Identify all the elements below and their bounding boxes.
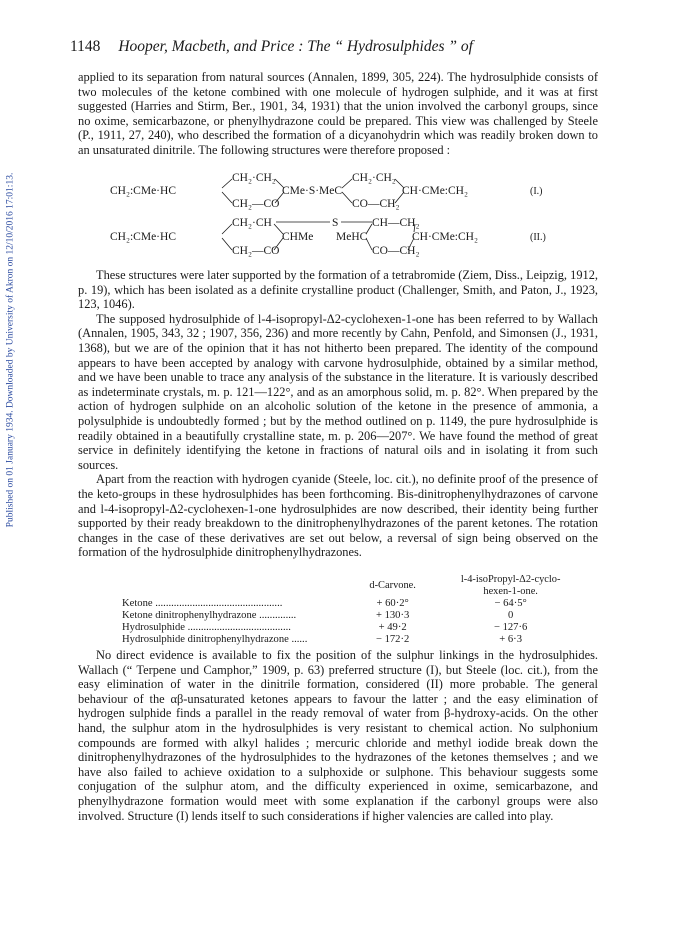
paragraph-5-block: [78, 648, 598, 823]
table-row: [120, 598, 590, 610]
col-header-isopropyl: [431, 574, 590, 598]
structure-II-label: (II.): [530, 232, 546, 243]
structure-I-top-left: CH₂·CH₂: [232, 172, 276, 184]
table-row: [120, 622, 590, 634]
structure-I-left: CH₂:CMe·HC: [110, 185, 176, 197]
structure-II-center-right: MeHC: [336, 231, 368, 243]
rotation-table: [120, 574, 590, 646]
structure-II-top-left: CH₂·CH: [232, 217, 272, 229]
carvone-value: + 49·2: [378, 622, 407, 633]
structure-I-bottom-left: CH₂—CO: [232, 198, 280, 210]
structure-II-right: CH·CMe:CH₂: [412, 231, 478, 243]
structure-I-center: CMe·S·MeC: [282, 185, 343, 197]
page-number: 1148: [70, 38, 101, 55]
carvone-value: + 60·2°: [376, 598, 409, 609]
row-label: Hydrosulphide .......................................: [122, 622, 291, 633]
body-text-block: [78, 268, 598, 560]
paragraph-1: applied to its separation from natural sources (Annalen, 1899, 305, 224). The hydrosulphide consists of two molecules of the ketone combined with one molecule of hydrogen sulphide, and it was at first suggested (Harries and Stirm, Ber., 1901, 34, 1931) that the union involved the carbonyl groups, since no oxime, semicarbazone, or phenylhydrazone could be prepared. This view was challenged by Steele (P., 1911, 27, 240), who described the formation of a dicyanohydrin which was readily broken down to an unsaturated dinitrile. The following structures were therefore proposed :: [78, 70, 598, 157]
isopropyl-value: − 127·6: [493, 622, 528, 633]
isopropyl-value: + 6·3: [499, 634, 523, 645]
paragraph-5: No direct evidence is available to fix the position of the sulphur linkings in the hydrosulphides. Wallach (“ Terpene und Camphor,” 1909, p. 63) preferred structure (I), but Steele (loc. cit.), from the easy elimination of water in the dinitrile formation, considered (II) more probable. The general behaviour of the αβ-unsaturated ketones appears to favour the latter ; and the easy elimination of hydrogen sulphide finds a parallel in the ready removal of water from β-hydroxy-acids. On the other hand, the sulphur atom in the hydrosulphides is very resistant to chemical action. No sulphonium compounds are formed with alkyl halides ; mercuric chloride and methyl iodide break down the dinitrophenylhydrazones of the hydrosulphides to the hydrazones of the ketones themselves ; and we have also failed to achieve oxidation to a sulphoxide or sulphone. This behaviour suggests some conjugation of the sulphur atom, and the difficulty experienced in oxime, semicarbazone, and phenylhydrazone formation would meet with some explanation if the carbonyl groups were also involved. Structure (I) lends itself to such considerations if higher valencies are called into play.: [78, 648, 598, 823]
col-header-isopropyl-line1: l-4-isoPropyl-Δ2-cyclo-: [460, 574, 561, 585]
structure-II-bottom-right: CO—CH₂: [372, 245, 420, 257]
table-header-row: [120, 574, 590, 598]
structure-II-top-right: CH—CH₂: [372, 217, 420, 229]
carvone-value: − 172·2: [375, 634, 410, 645]
structure-II-sulphur: S: [332, 217, 339, 229]
download-notice-text: Published on 01 January 1934. Downloaded by University of Akron on 12/10/2016 17:01:13.: [5, 172, 16, 528]
row-label: Hydrosulphide dinitrophenylhydrazone ......: [122, 634, 308, 645]
paragraph-1-block: [78, 70, 598, 158]
paragraph-4: Apart from the reaction with hydrogen cyanide (Steele, loc. cit.), no definite proof of the presence of the keto-groups in these hydrosulphides has been forthcoming. Bis-dinitrophenylhydrazones of carvone and l-4-isopropyl-Δ2-cyclohexen-1-one hydrosulphides are now described, their identity being further supported by their ready breakdown to the dinitrophenylhydrazones of the parent ketones. The rotation changes in the case of these derivatives are set out below, a reversal of sign being observed on the formation of the hydrosulphide dinitrophenylhydrazones.: [78, 472, 598, 560]
isopropyl-value: − 64·5°: [494, 598, 527, 609]
col-header-carvone: d-Carvone.: [369, 580, 416, 591]
paragraph-2: These structures were later supported by the formation of a tetrabromide (Ziem, Diss., Leipzig, 1912, p. 19), which has been isolated as a definite crystalline product (Challenger, Smith, and Paton, J., 1923, 123, 1046).: [78, 268, 599, 312]
row-label: Ketone dinitrophenylhydrazone ..............: [122, 610, 297, 621]
structure-I-top-right: CH₂·CH₂: [352, 172, 396, 184]
running-header: [70, 38, 610, 56]
structure-II-left: CH₂:CMe·HC: [110, 231, 176, 243]
isopropyl-value: 0: [508, 610, 514, 621]
structure-II-diagram: [110, 214, 590, 260]
structure-I-right: CH·CMe:CH₂: [402, 185, 468, 197]
structure-II-bottom-left: CH₂—CO: [232, 245, 280, 257]
table-row: [120, 610, 590, 622]
col-header-isopropyl-line2: hexen-1-one.: [483, 586, 538, 597]
running-title: Hooper, Macbeth, and Price : The “ Hydrosulphides ” of: [118, 38, 473, 55]
structure-I-label: (I.): [530, 186, 543, 197]
paragraph-3: The supposed hydrosulphide of l-4-isopropyl-Δ2-cyclohexen-1-one has been referred to by Wallach (Annalen, 1905, 343, 32 ; 1907, 356, 236) and more recently by Cahn, Penfold, and Simonsen (J., 1931, 1368), but we are of the opinion that it has not hitherto been prepared. The identity of the compound appears to have been accepted by analogy with carvone hydrosulphide, obtained by a similar method, and we have been unable to trace any analysis of the substance in the literature. It is variously described as indeterminate crystals, m. p. 121—122°, and as an amorphous solid, m. p. 82°. When prepared by the action of hydrogen sulphide on an alcoholic solution of the ketone in the presence of ammonia, a polysulphide is undoubtedly formed ; but by the method outlined on p. 1149, the pure hydrosulphide is readily obtained in a beautifully crystalline state, m. p. 206—207°. We have found the method of great service in definitely identifying the ketone in fractions of natural oils and in isolating it from such sources.: [78, 311, 598, 472]
carvone-value: + 130·3: [375, 610, 410, 621]
download-notice: [2, 120, 18, 580]
row-label: Ketone ................................................: [122, 598, 283, 609]
structure-I-bottom-right: CO—CH₂: [352, 198, 400, 210]
table-row: [120, 634, 590, 646]
structure-II-center-left: CHMe: [282, 231, 314, 243]
structure-I-diagram: [110, 170, 590, 212]
